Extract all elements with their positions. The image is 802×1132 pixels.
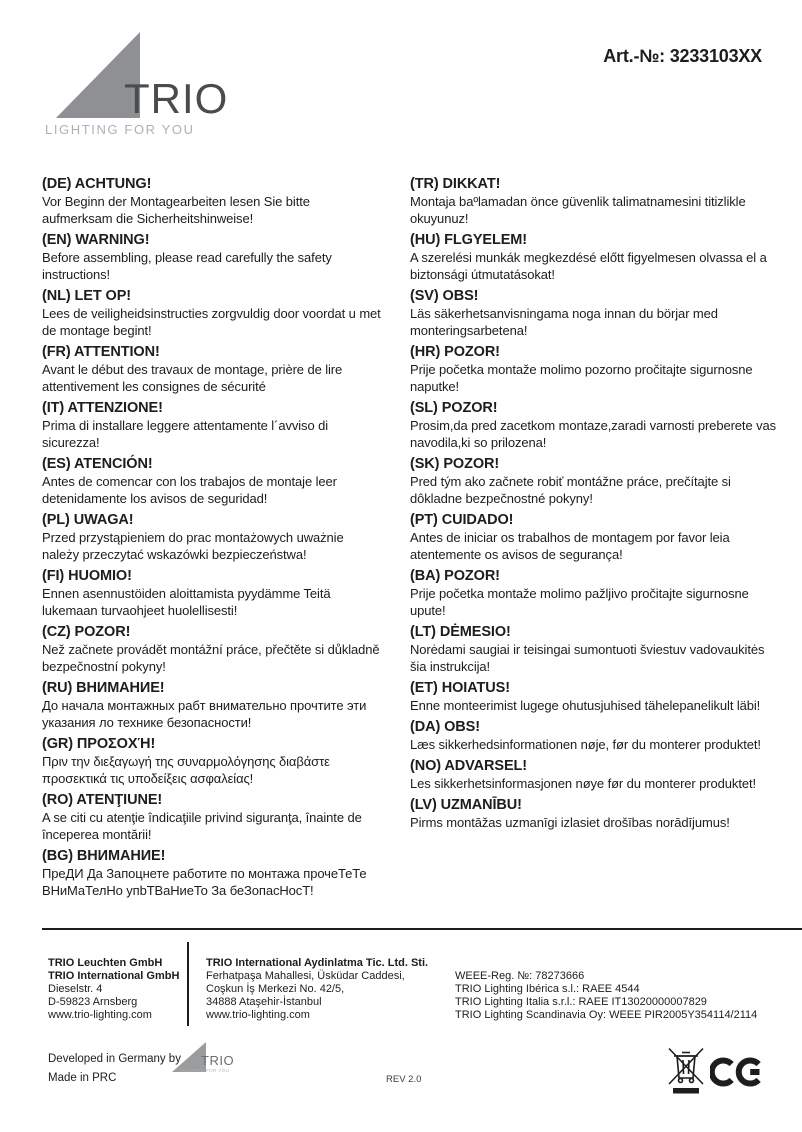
warning-heading: (NL) LET OP! bbox=[42, 288, 132, 304]
warning-heading: (PL) UWAGA! bbox=[42, 512, 134, 528]
warning-heading: (LV) UZMANĪBU! bbox=[410, 797, 522, 813]
warning-body: Antes de iniciar os trabalhos de montagem por favor leia atentemente os avisos de segurança! bbox=[410, 530, 730, 562]
warning-heading: (BG) ВНИМАНИЕ! bbox=[42, 848, 166, 864]
warning-body: A se citi cu atenţie îndicaţiile privind siguranţa, înainte de începerea montării! bbox=[42, 810, 362, 842]
trio-logo bbox=[44, 30, 229, 142]
warning-block bbox=[42, 736, 382, 787]
footer-line: TRIO International Aydinlatma Tic. Ltd. Sti. bbox=[206, 957, 429, 969]
footer-address-turkey bbox=[206, 957, 428, 1022]
warning-heading: (RU) ВНИМАНИЕ! bbox=[42, 680, 165, 696]
footer-line: TRIO Lighting Ibérica s.l.: RAEE 4544 bbox=[455, 983, 640, 995]
warning-body: A szerelési munkák megkezdésé előtt figyelmesen olvassa el a biztonsági útmutatásokat! bbox=[410, 250, 767, 282]
warning-body: Læs sikkerhedsinformationen nøje, før du monterer produktet! bbox=[410, 737, 761, 752]
warning-heading: (FI) HUOMIO! bbox=[42, 568, 132, 584]
warning-heading: (DA) OBS! bbox=[410, 719, 480, 735]
warning-body: Avant le début des travaux de montage, prière de lire attentivement les consignes de sécurité bbox=[42, 362, 343, 394]
warning-block bbox=[42, 848, 382, 899]
warning-heading: (LT) DĖMESIO! bbox=[410, 624, 511, 640]
warning-heading: (BA) POZOR! bbox=[410, 568, 500, 584]
warning-heading: (CZ) POZOR! bbox=[42, 624, 131, 640]
warning-body: Než začnete provádět montážní práce, přečtěte si důkladně bezpečnostní pokyny! bbox=[42, 642, 380, 674]
warning-heading: (HU) FLGYELEM! bbox=[410, 232, 528, 248]
warning-block bbox=[410, 719, 780, 753]
warning-block bbox=[42, 680, 382, 731]
footer-line: TRIO Leuchten GmbH bbox=[48, 957, 163, 969]
warning-body: Ennen asennustöiden aloittamista pyydämme Teitä lukemaan turvaohjeet huolellisesti! bbox=[42, 586, 331, 618]
warning-body: Antes de comencar con los trabajos de montaje leer detenidamente los avisos de seguridad! bbox=[42, 474, 337, 506]
footer-line: D-59823 Arnsberg bbox=[48, 996, 138, 1008]
warning-block bbox=[410, 512, 780, 563]
warning-heading: (PT) CUIDADO! bbox=[410, 512, 514, 528]
trio-mini-logo bbox=[172, 1040, 242, 1078]
warnings-column-left bbox=[42, 176, 382, 904]
logo-brand-text: TRIO bbox=[124, 75, 229, 122]
developed-in-germany-text: Developed in Germany by bbox=[48, 1053, 181, 1065]
warning-heading: (DE) ACHTUNG! bbox=[42, 176, 152, 192]
logo-tagline-text: LIGHTING FOR YOU bbox=[45, 122, 195, 137]
warning-body: Pred tým ako začnete robiť montážne práce, prečítajte si dôkladne bezpečnostné pokyny! bbox=[410, 474, 731, 506]
warning-body: До начала монтажных рабт внимательно прочтите эти указания ло технике безопасности! bbox=[42, 698, 367, 730]
warning-body: ПреДИ Да Запоцнете работите по монтажа прочеТеТе ВНиМаТелНо упbТВаНиеТо За беЗопасНосТ! bbox=[42, 866, 367, 898]
warning-block bbox=[410, 568, 780, 619]
footer-line: WEEE-Reg. №: 78273666 bbox=[455, 970, 585, 982]
warning-block bbox=[42, 456, 382, 507]
warning-block bbox=[42, 288, 382, 339]
footer-line: Dieselstr. 4 bbox=[48, 983, 103, 995]
warning-heading: (EN) WARNING! bbox=[42, 232, 150, 248]
warning-block bbox=[410, 758, 780, 792]
mini-logo-brand-text: TRIO bbox=[201, 1053, 235, 1068]
warning-body: Norėdami saugiai ir teisingai sumontuoti šviestuv vadovaukitės šia instrukcija! bbox=[410, 642, 765, 674]
footer-line: 34888 Ataşehir-İstanbul bbox=[206, 996, 322, 1008]
mini-logo-tagline-text: LIGHTING FOR YOU bbox=[180, 1068, 230, 1073]
warning-body: Prije početka montaže molimo pažljivo pročitajte sigurnosne upute! bbox=[410, 586, 749, 618]
warning-heading: (FR) ATTENTION! bbox=[42, 344, 160, 360]
made-in-prc-text: Made in PRC bbox=[48, 1072, 117, 1084]
warning-body: Lees de veiligheidsinstructies zorgvuldig door voordat u met de montage begint! bbox=[42, 306, 381, 338]
footer-line: Coşkun İş Merkezi No. 42/5, bbox=[206, 983, 345, 995]
warning-heading: (ET) HOIATUS! bbox=[410, 680, 510, 696]
origin-note bbox=[48, 1050, 181, 1088]
warning-body: Vor Beginn der Montagearbeiten lesen Sie bitte aufmerksam die Sicherheitshinweise! bbox=[42, 194, 310, 226]
warning-heading: (SV) OBS! bbox=[410, 288, 479, 304]
footer-line: www.trio-lighting.com bbox=[48, 1009, 152, 1021]
warning-block bbox=[410, 344, 780, 395]
warning-heading: (ES) ATENCIÓN! bbox=[42, 456, 153, 472]
footer-line: TRIO Lighting Scandinavia Oy: WEEE PIR2005Y354114/2114 bbox=[455, 1009, 758, 1021]
warning-body: Enne monteerimist lugege ohutusjuhised tähelepanelikult läbi! bbox=[410, 698, 761, 713]
footer-line: TRIO Lighting Italia s.r.l.: RAEE IT13020000007829 bbox=[455, 996, 707, 1008]
warning-body: Prosim,da pred zacetkom montaze,zaradi varnosti preberete vas navodila,ki so prilozena! bbox=[410, 418, 777, 450]
warning-block bbox=[410, 456, 780, 507]
warning-block bbox=[410, 176, 780, 227]
footer-vertical-divider bbox=[187, 942, 189, 1026]
warning-heading: (NO) ADVARSEL! bbox=[410, 758, 528, 774]
warning-heading: (TR) DIKKAT! bbox=[410, 176, 501, 192]
warning-body: Przed przystąpieniem do prac montażowych uważnie należy przeczytać wskazówki bezpieczeństwa! bbox=[42, 530, 344, 562]
warnings-column-right bbox=[410, 176, 780, 836]
warning-body: Montaja baºlamadan önce güvenlik talimatnamesini titizlikle okuyunuz! bbox=[410, 194, 746, 226]
warning-heading: (GR) ΠΡΟΣΟΧΉ! bbox=[42, 736, 156, 752]
warning-block bbox=[42, 624, 382, 675]
warning-block bbox=[410, 797, 780, 831]
warning-body: Prije početka montaže molimo pozorno pročitajte sigurnosne naputke! bbox=[410, 362, 753, 394]
footer-weee-registrations bbox=[455, 970, 757, 1022]
ce-mark-icon bbox=[710, 1056, 764, 1088]
warning-heading: (SK) POZOR! bbox=[410, 456, 500, 472]
footer-line: www.trio-lighting.com bbox=[206, 1009, 310, 1021]
warning-heading: (HR) POZOR! bbox=[410, 344, 500, 360]
warning-body: Πριν την διεξαγωγή της συναρμολόγησης διαβάστε προσεκτικά τις υποδείξεις ασφαλείας! bbox=[42, 754, 330, 786]
warning-block bbox=[42, 176, 382, 227]
warning-block bbox=[410, 232, 780, 283]
warning-body: Before assembling, please read carefully the safety instructions! bbox=[42, 250, 332, 282]
warning-block bbox=[410, 288, 780, 339]
warning-block bbox=[42, 792, 382, 843]
warning-block bbox=[42, 512, 382, 563]
revision-label: REV 2.0 bbox=[386, 1074, 422, 1085]
warning-block bbox=[410, 624, 780, 675]
warning-block bbox=[42, 400, 382, 451]
footer-rule-line bbox=[42, 928, 802, 930]
warning-heading: (RO) ATENŢIUNE! bbox=[42, 792, 163, 808]
warning-heading: (SL) POZOR! bbox=[410, 400, 498, 416]
footer-line: Ferhatpaşa Mahallesi, Üsküdar Caddesi, bbox=[206, 970, 405, 982]
article-number: Art.-№: 3233103XX bbox=[603, 46, 762, 66]
warning-body: Pirms montāžas uzmanīgi izlasiet drošības norādījumus! bbox=[410, 815, 730, 830]
warning-body: Läs säkerhetsanvisningama noga innan du börjar med monteringsarbetena! bbox=[410, 306, 718, 338]
footer-address-germany bbox=[48, 957, 179, 1022]
warning-block bbox=[42, 568, 382, 619]
footer-line: TRIO International GmbH bbox=[48, 970, 180, 982]
weee-bin-icon bbox=[664, 1047, 708, 1095]
warning-heading: (IT) ATTENZIONE! bbox=[42, 400, 163, 416]
warning-block bbox=[42, 344, 382, 395]
warning-block bbox=[410, 680, 780, 714]
warning-block bbox=[410, 400, 780, 451]
warning-body: Prima di installare leggere attentamente l´avviso di sicurezza! bbox=[42, 418, 328, 450]
warning-block bbox=[42, 232, 382, 283]
warning-body: Les sikkerhetsinformasjonen nøye før du monterer produktet! bbox=[410, 776, 756, 791]
